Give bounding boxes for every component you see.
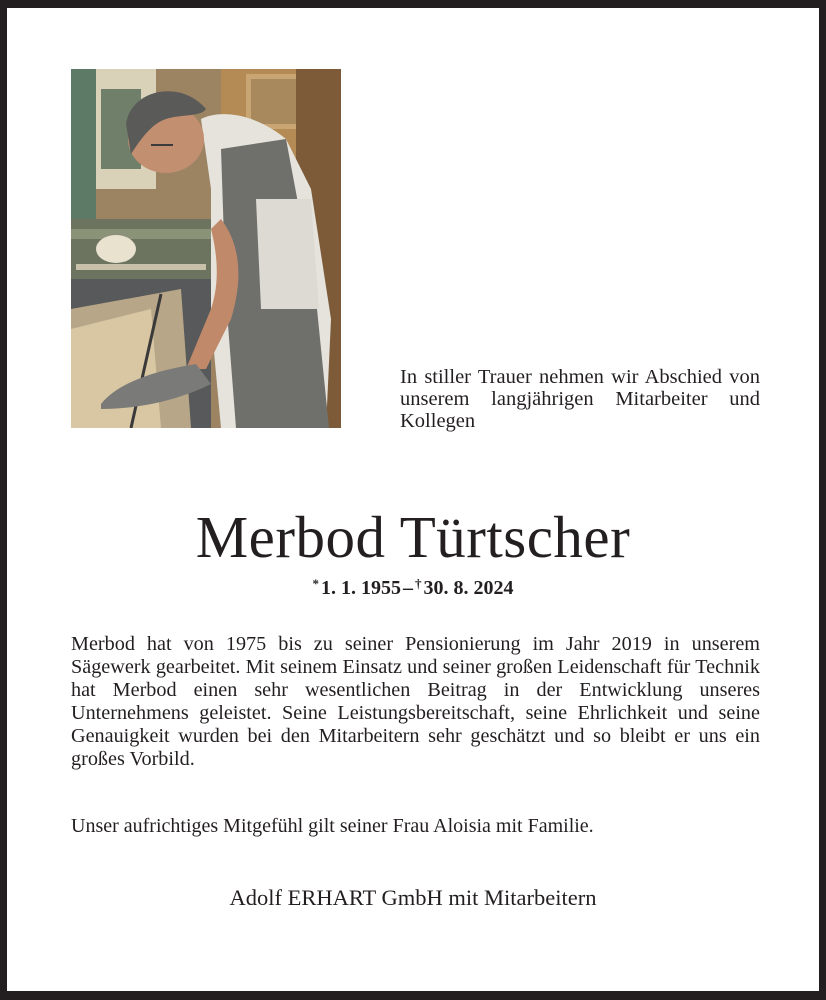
intro-line-2: von unserem langjährigen Mitarbeiter [400,366,761,410]
intro-line-1: In stiller Trauer nehmen wir Abschied [400,366,723,388]
birth-star-icon: * [312,576,319,591]
death-cross-icon: † [415,576,422,591]
photo-portrait-icon [71,69,341,428]
obituary-notice [7,8,819,991]
tribute-paragraph: Merbod hat von 1975 bis zu seiner Pensionierung im Jahr 2019 in unserem Sägewerk gearbeitet. Mit seinem Einsatz und seiner großen Leidenschaft für Technik hat Merbod einen sehr wesentlichen Beitrag in der Entwicklung unseres Unternehmens geleistet. Seine Leistungsbereitschaft, seine Ehrlichkeit und seine Genauigkeit wurden bei den Mitarbeitern sehr geschätzt und so bleibt er uns ein großes Vorbild. [71,633,760,770]
portrait-photo [71,69,341,428]
condolence-text: Unser aufrichtiges Mitgefühl gilt seiner Frau Aloisia mit Familie. [71,815,594,837]
death-date: 30. 8. 2024 [423,577,514,599]
deceased-name: Merbod Türtscher [195,504,631,570]
date-separator: – [403,577,413,599]
intro-text [400,366,760,432]
intro-line-3: und Kollegen [400,388,761,432]
life-dates [7,571,819,601]
birth-date: 1. 1. 1955 [321,577,401,599]
signature: Adolf ERHART GmbH mit Mitarbeitern [229,885,597,910]
